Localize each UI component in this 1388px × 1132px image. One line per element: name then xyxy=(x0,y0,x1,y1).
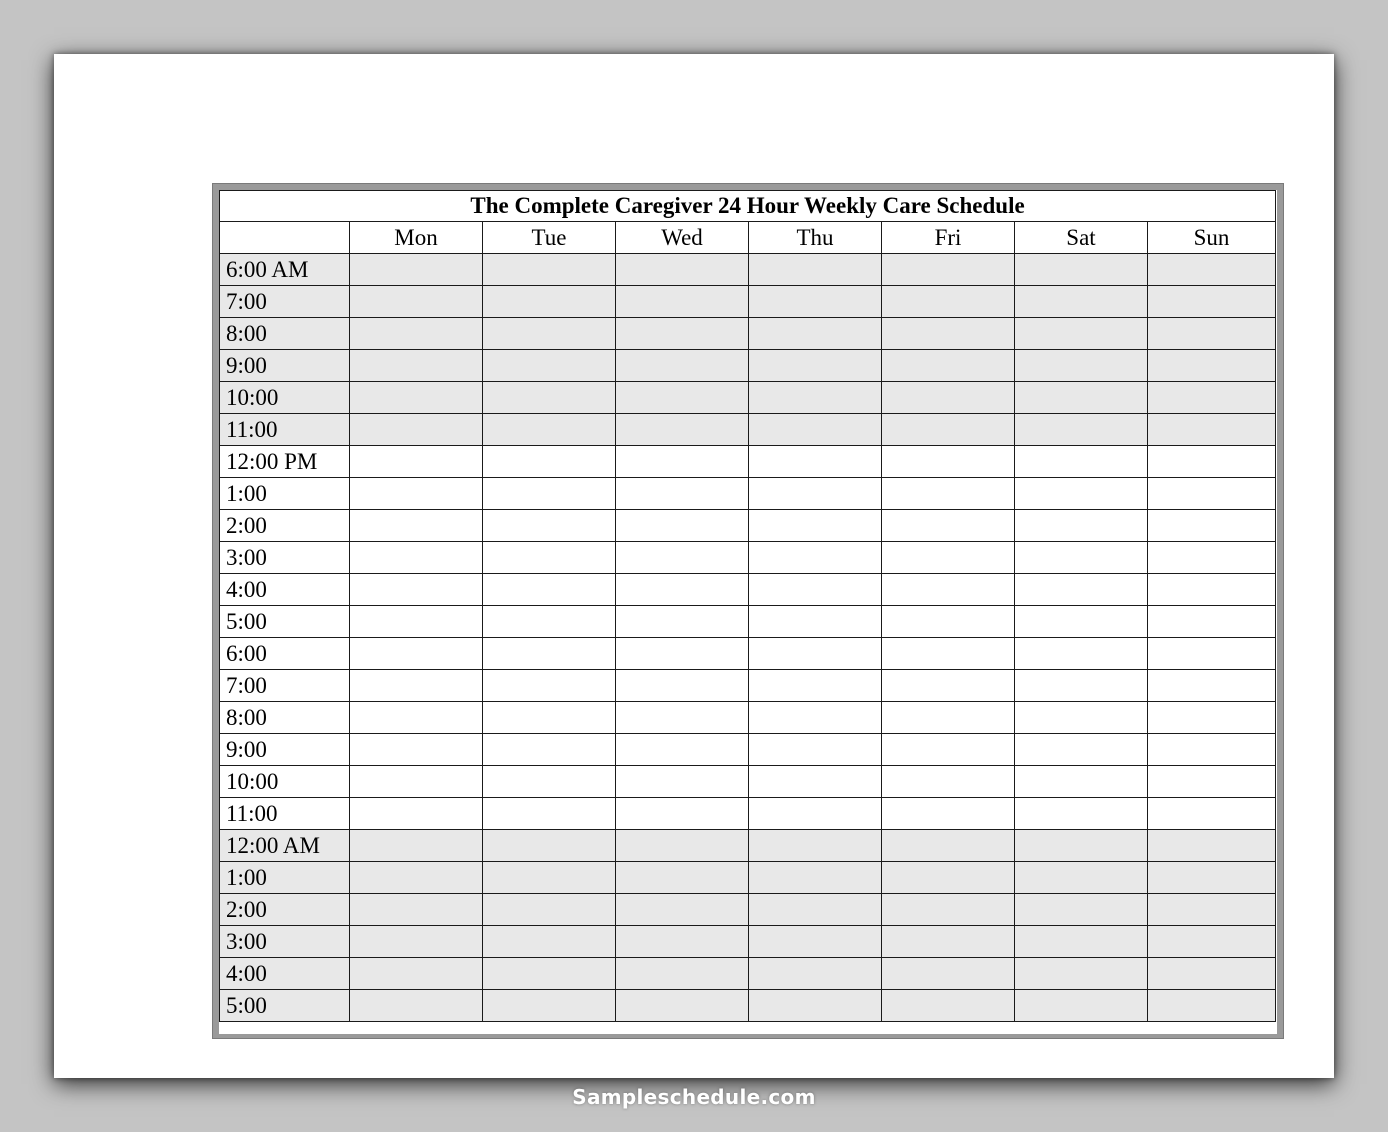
time-row xyxy=(220,606,1276,638)
schedule-cell-sun[interactable] xyxy=(1148,894,1276,926)
schedule-cell-thu[interactable] xyxy=(749,382,882,414)
time-label: 9:00 xyxy=(220,350,350,382)
schedule-cell-mon[interactable] xyxy=(350,446,483,478)
schedule-cell-sun[interactable] xyxy=(1148,574,1276,606)
schedule-cell-wed[interactable] xyxy=(616,574,749,606)
schedule-cell-sun[interactable] xyxy=(1148,670,1276,702)
day-header-wed: Wed xyxy=(616,222,749,254)
schedule-cell-mon[interactable] xyxy=(350,286,483,318)
time-row xyxy=(220,286,1276,318)
schedule-cell-mon[interactable] xyxy=(350,862,483,894)
schedule-cell-sun[interactable] xyxy=(1148,606,1276,638)
schedule-cell-tue[interactable] xyxy=(483,766,616,798)
schedule-cell-thu[interactable] xyxy=(749,414,882,446)
schedule-cell-wed[interactable] xyxy=(616,958,749,990)
schedule-cell-fri[interactable] xyxy=(882,350,1015,382)
schedule-cell-mon[interactable] xyxy=(350,734,483,766)
schedule-cell-sun[interactable] xyxy=(1148,830,1276,862)
schedule-cell-sun[interactable] xyxy=(1148,318,1276,350)
day-header-thu: Thu xyxy=(749,222,882,254)
schedule-cell-mon[interactable] xyxy=(350,574,483,606)
time-label: 5:00 xyxy=(220,990,350,1022)
day-header-fri: Fri xyxy=(882,222,1015,254)
schedule-cell-sun[interactable] xyxy=(1148,414,1276,446)
schedule-cell-sun[interactable] xyxy=(1148,734,1276,766)
weekly-care-schedule-table xyxy=(219,190,1276,1022)
schedule-cell-sat[interactable] xyxy=(1015,990,1148,1022)
schedule-cell-sun[interactable] xyxy=(1148,926,1276,958)
schedule-cell-thu[interactable] xyxy=(749,510,882,542)
schedule-cell-sat[interactable] xyxy=(1015,382,1148,414)
schedule-cell-fri[interactable] xyxy=(882,510,1015,542)
schedule-cell-wed[interactable] xyxy=(616,318,749,350)
schedule-cell-fri[interactable] xyxy=(882,574,1015,606)
time-row xyxy=(220,350,1276,382)
time-label: 8:00 xyxy=(220,702,350,734)
time-row xyxy=(220,382,1276,414)
time-label: 2:00 xyxy=(220,894,350,926)
time-label: 12:00 PM xyxy=(220,446,350,478)
schedule-cell-fri[interactable] xyxy=(882,958,1015,990)
schedule-cell-mon[interactable] xyxy=(350,702,483,734)
schedule-frame xyxy=(212,183,1284,1039)
time-label: 7:00 xyxy=(220,286,350,318)
schedule-cell-fri[interactable] xyxy=(882,382,1015,414)
schedule-cell-tue[interactable] xyxy=(483,350,616,382)
schedule-cell-tue[interactable] xyxy=(483,478,616,510)
schedule-cell-tue[interactable] xyxy=(483,382,616,414)
schedule-cell-sat[interactable] xyxy=(1015,926,1148,958)
schedule-cell-wed[interactable] xyxy=(616,862,749,894)
schedule-cell-fri[interactable] xyxy=(882,254,1015,286)
schedule-cell-sat[interactable] xyxy=(1015,862,1148,894)
time-row xyxy=(220,510,1276,542)
schedule-cell-thu[interactable] xyxy=(749,638,882,670)
schedule-cell-mon[interactable] xyxy=(350,414,483,446)
schedule-cell-sat[interactable] xyxy=(1015,318,1148,350)
time-label: 1:00 xyxy=(220,862,350,894)
schedule-cell-wed[interactable] xyxy=(616,766,749,798)
time-row xyxy=(220,894,1276,926)
schedule-body xyxy=(220,254,1276,1022)
time-row xyxy=(220,318,1276,350)
document-page xyxy=(54,54,1334,1078)
schedule-cell-tue[interactable] xyxy=(483,446,616,478)
schedule-cell-tue[interactable] xyxy=(483,286,616,318)
schedule-cell-thu[interactable] xyxy=(749,830,882,862)
schedule-cell-thu[interactable] xyxy=(749,958,882,990)
time-row xyxy=(220,254,1276,286)
schedule-cell-mon[interactable] xyxy=(350,766,483,798)
schedule-cell-fri[interactable] xyxy=(882,446,1015,478)
schedule-cell-fri[interactable] xyxy=(882,766,1015,798)
schedule-cell-mon[interactable] xyxy=(350,382,483,414)
schedule-cell-sun[interactable] xyxy=(1148,766,1276,798)
schedule-cell-fri[interactable] xyxy=(882,638,1015,670)
time-label: 11:00 xyxy=(220,414,350,446)
time-label: 6:00 xyxy=(220,638,350,670)
time-row xyxy=(220,862,1276,894)
schedule-cell-thu[interactable] xyxy=(749,350,882,382)
schedule-cell-sun[interactable] xyxy=(1148,350,1276,382)
schedule-cell-fri[interactable] xyxy=(882,862,1015,894)
schedule-cell-sat[interactable] xyxy=(1015,766,1148,798)
time-label: 3:00 xyxy=(220,542,350,574)
schedule-cell-sun[interactable] xyxy=(1148,478,1276,510)
schedule-cell-thu[interactable] xyxy=(749,702,882,734)
schedule-title: The Complete Caregiver 24 Hour Weekly Care Schedule xyxy=(220,191,1276,222)
schedule-cell-wed[interactable] xyxy=(616,446,749,478)
schedule-cell-mon[interactable] xyxy=(350,958,483,990)
schedule-cell-fri[interactable] xyxy=(882,478,1015,510)
schedule-cell-fri[interactable] xyxy=(882,606,1015,638)
schedule-cell-mon[interactable] xyxy=(350,606,483,638)
schedule-cell-thu[interactable] xyxy=(749,862,882,894)
schedule-cell-tue[interactable] xyxy=(483,830,616,862)
schedule-cell-wed[interactable] xyxy=(616,702,749,734)
schedule-cell-thu[interactable] xyxy=(749,766,882,798)
schedule-cell-thu[interactable] xyxy=(749,254,882,286)
schedule-cell-sat[interactable] xyxy=(1015,254,1148,286)
schedule-cell-tue[interactable] xyxy=(483,894,616,926)
schedule-cell-fri[interactable] xyxy=(882,702,1015,734)
schedule-cell-tue[interactable] xyxy=(483,958,616,990)
time-row xyxy=(220,446,1276,478)
schedule-cell-wed[interactable] xyxy=(616,606,749,638)
schedule-cell-fri[interactable] xyxy=(882,670,1015,702)
schedule-cell-wed[interactable] xyxy=(616,926,749,958)
schedule-cell-sat[interactable] xyxy=(1015,350,1148,382)
day-header-mon: Mon xyxy=(350,222,483,254)
schedule-cell-sun[interactable] xyxy=(1148,542,1276,574)
schedule-cell-thu[interactable] xyxy=(749,478,882,510)
schedule-cell-sat[interactable] xyxy=(1015,446,1148,478)
schedule-cell-mon[interactable] xyxy=(350,670,483,702)
schedule-cell-mon[interactable] xyxy=(350,798,483,830)
schedule-cell-sun[interactable] xyxy=(1148,798,1276,830)
schedule-cell-thu[interactable] xyxy=(749,574,882,606)
schedule-cell-wed[interactable] xyxy=(616,414,749,446)
schedule-cell-thu[interactable] xyxy=(749,606,882,638)
time-row xyxy=(220,638,1276,670)
schedule-cell-sat[interactable] xyxy=(1015,638,1148,670)
schedule-cell-fri[interactable] xyxy=(882,990,1015,1022)
schedule-cell-mon[interactable] xyxy=(350,638,483,670)
time-row xyxy=(220,734,1276,766)
time-row xyxy=(220,798,1276,830)
schedule-cell-mon[interactable] xyxy=(350,830,483,862)
schedule-cell-sat[interactable] xyxy=(1015,606,1148,638)
schedule-cell-sat[interactable] xyxy=(1015,670,1148,702)
schedule-cell-sat[interactable] xyxy=(1015,702,1148,734)
schedule-cell-sat[interactable] xyxy=(1015,510,1148,542)
schedule-cell-fri[interactable] xyxy=(882,926,1015,958)
schedule-cell-fri[interactable] xyxy=(882,318,1015,350)
day-header-tue: Tue xyxy=(483,222,616,254)
time-row xyxy=(220,702,1276,734)
schedule-cell-fri[interactable] xyxy=(882,894,1015,926)
schedule-cell-sun[interactable] xyxy=(1148,862,1276,894)
schedule-cell-mon[interactable] xyxy=(350,510,483,542)
schedule-cell-tue[interactable] xyxy=(483,638,616,670)
time-label: 9:00 xyxy=(220,734,350,766)
time-row xyxy=(220,414,1276,446)
schedule-cell-mon[interactable] xyxy=(350,990,483,1022)
title-row xyxy=(220,191,1276,222)
schedule-cell-thu[interactable] xyxy=(749,894,882,926)
schedule-cell-sat[interactable] xyxy=(1015,894,1148,926)
schedule-cell-fri[interactable] xyxy=(882,286,1015,318)
schedule-cell-sat[interactable] xyxy=(1015,958,1148,990)
schedule-cell-mon[interactable] xyxy=(350,894,483,926)
schedule-cell-tue[interactable] xyxy=(483,414,616,446)
schedule-cell-thu[interactable] xyxy=(749,798,882,830)
time-label: 1:00 xyxy=(220,478,350,510)
schedule-cell-thu[interactable] xyxy=(749,318,882,350)
schedule-cell-tue[interactable] xyxy=(483,798,616,830)
time-label: 5:00 xyxy=(220,606,350,638)
schedule-cell-tue[interactable] xyxy=(483,318,616,350)
schedule-cell-sat[interactable] xyxy=(1015,286,1148,318)
schedule-cell-wed[interactable] xyxy=(616,638,749,670)
time-row xyxy=(220,958,1276,990)
schedule-cell-wed[interactable] xyxy=(616,350,749,382)
schedule-cell-sun[interactable] xyxy=(1148,286,1276,318)
schedule-cell-mon[interactable] xyxy=(350,350,483,382)
schedule-cell-thu[interactable] xyxy=(749,670,882,702)
schedule-cell-fri[interactable] xyxy=(882,414,1015,446)
schedule-cell-thu[interactable] xyxy=(749,542,882,574)
schedule-cell-wed[interactable] xyxy=(616,382,749,414)
schedule-cell-wed[interactable] xyxy=(616,542,749,574)
schedule-cell-thu[interactable] xyxy=(749,286,882,318)
time-row xyxy=(220,670,1276,702)
schedule-cell-mon[interactable] xyxy=(350,926,483,958)
watermark-text: Sampleschedule.com xyxy=(572,1085,816,1109)
schedule-cell-tue[interactable] xyxy=(483,734,616,766)
time-label: 11:00 xyxy=(220,798,350,830)
time-label: 12:00 AM xyxy=(220,830,350,862)
schedule-cell-fri[interactable] xyxy=(882,798,1015,830)
time-label: 4:00 xyxy=(220,958,350,990)
schedule-cell-tue[interactable] xyxy=(483,574,616,606)
schedule-cell-fri[interactable] xyxy=(882,830,1015,862)
schedule-cell-tue[interactable] xyxy=(483,990,616,1022)
time-label: 2:00 xyxy=(220,510,350,542)
schedule-cell-thu[interactable] xyxy=(749,446,882,478)
time-label: 8:00 xyxy=(220,318,350,350)
schedule-cell-sun[interactable] xyxy=(1148,382,1276,414)
time-label: 4:00 xyxy=(220,574,350,606)
schedule-cell-thu[interactable] xyxy=(749,734,882,766)
time-row xyxy=(220,542,1276,574)
schedule-cell-wed[interactable] xyxy=(616,894,749,926)
time-row xyxy=(220,574,1276,606)
schedule-cell-fri[interactable] xyxy=(882,542,1015,574)
time-row xyxy=(220,926,1276,958)
time-label: 3:00 xyxy=(220,926,350,958)
schedule-cell-sat[interactable] xyxy=(1015,830,1148,862)
schedule-cell-sun[interactable] xyxy=(1148,446,1276,478)
schedule-cell-sat[interactable] xyxy=(1015,798,1148,830)
schedule-cell-wed[interactable] xyxy=(616,478,749,510)
schedule-cell-wed[interactable] xyxy=(616,798,749,830)
schedule-cell-sat[interactable] xyxy=(1015,414,1148,446)
schedule-cell-tue[interactable] xyxy=(483,542,616,574)
time-row xyxy=(220,990,1276,1022)
schedule-cell-sat[interactable] xyxy=(1015,734,1148,766)
schedule-cell-sat[interactable] xyxy=(1015,478,1148,510)
schedule-cell-tue[interactable] xyxy=(483,862,616,894)
schedule-cell-fri[interactable] xyxy=(882,734,1015,766)
schedule-cell-sun[interactable] xyxy=(1148,702,1276,734)
schedule-cell-mon[interactable] xyxy=(350,254,483,286)
schedule-cell-wed[interactable] xyxy=(616,286,749,318)
schedule-sheet xyxy=(219,190,1277,1034)
time-label: 10:00 xyxy=(220,766,350,798)
schedule-cell-thu[interactable] xyxy=(749,990,882,1022)
schedule-cell-tue[interactable] xyxy=(483,926,616,958)
time-label: 10:00 xyxy=(220,382,350,414)
day-header-row xyxy=(220,222,1276,254)
schedule-cell-sun[interactable] xyxy=(1148,638,1276,670)
schedule-cell-wed[interactable] xyxy=(616,734,749,766)
schedule-cell-tue[interactable] xyxy=(483,606,616,638)
schedule-cell-wed[interactable] xyxy=(616,830,749,862)
day-header-sun: Sun xyxy=(1148,222,1276,254)
schedule-cell-wed[interactable] xyxy=(616,510,749,542)
schedule-cell-sat[interactable] xyxy=(1015,542,1148,574)
schedule-cell-sun[interactable] xyxy=(1148,958,1276,990)
time-row xyxy=(220,830,1276,862)
schedule-cell-thu[interactable] xyxy=(749,926,882,958)
schedule-cell-mon[interactable] xyxy=(350,542,483,574)
schedule-cell-sun[interactable] xyxy=(1148,990,1276,1022)
schedule-cell-mon[interactable] xyxy=(350,478,483,510)
time-row xyxy=(220,766,1276,798)
schedule-cell-mon[interactable] xyxy=(350,318,483,350)
schedule-cell-sun[interactable] xyxy=(1148,254,1276,286)
time-label: 7:00 xyxy=(220,670,350,702)
schedule-cell-tue[interactable] xyxy=(483,254,616,286)
schedule-cell-tue[interactable] xyxy=(483,670,616,702)
day-header-sat: Sat xyxy=(1015,222,1148,254)
schedule-cell-tue[interactable] xyxy=(483,702,616,734)
corner-cell xyxy=(220,222,350,254)
time-row xyxy=(220,478,1276,510)
schedule-cell-wed[interactable] xyxy=(616,254,749,286)
time-label: 6:00 AM xyxy=(220,254,350,286)
schedule-cell-sat[interactable] xyxy=(1015,574,1148,606)
schedule-cell-sun[interactable] xyxy=(1148,510,1276,542)
schedule-cell-wed[interactable] xyxy=(616,670,749,702)
schedule-cell-wed[interactable] xyxy=(616,990,749,1022)
schedule-cell-tue[interactable] xyxy=(483,510,616,542)
